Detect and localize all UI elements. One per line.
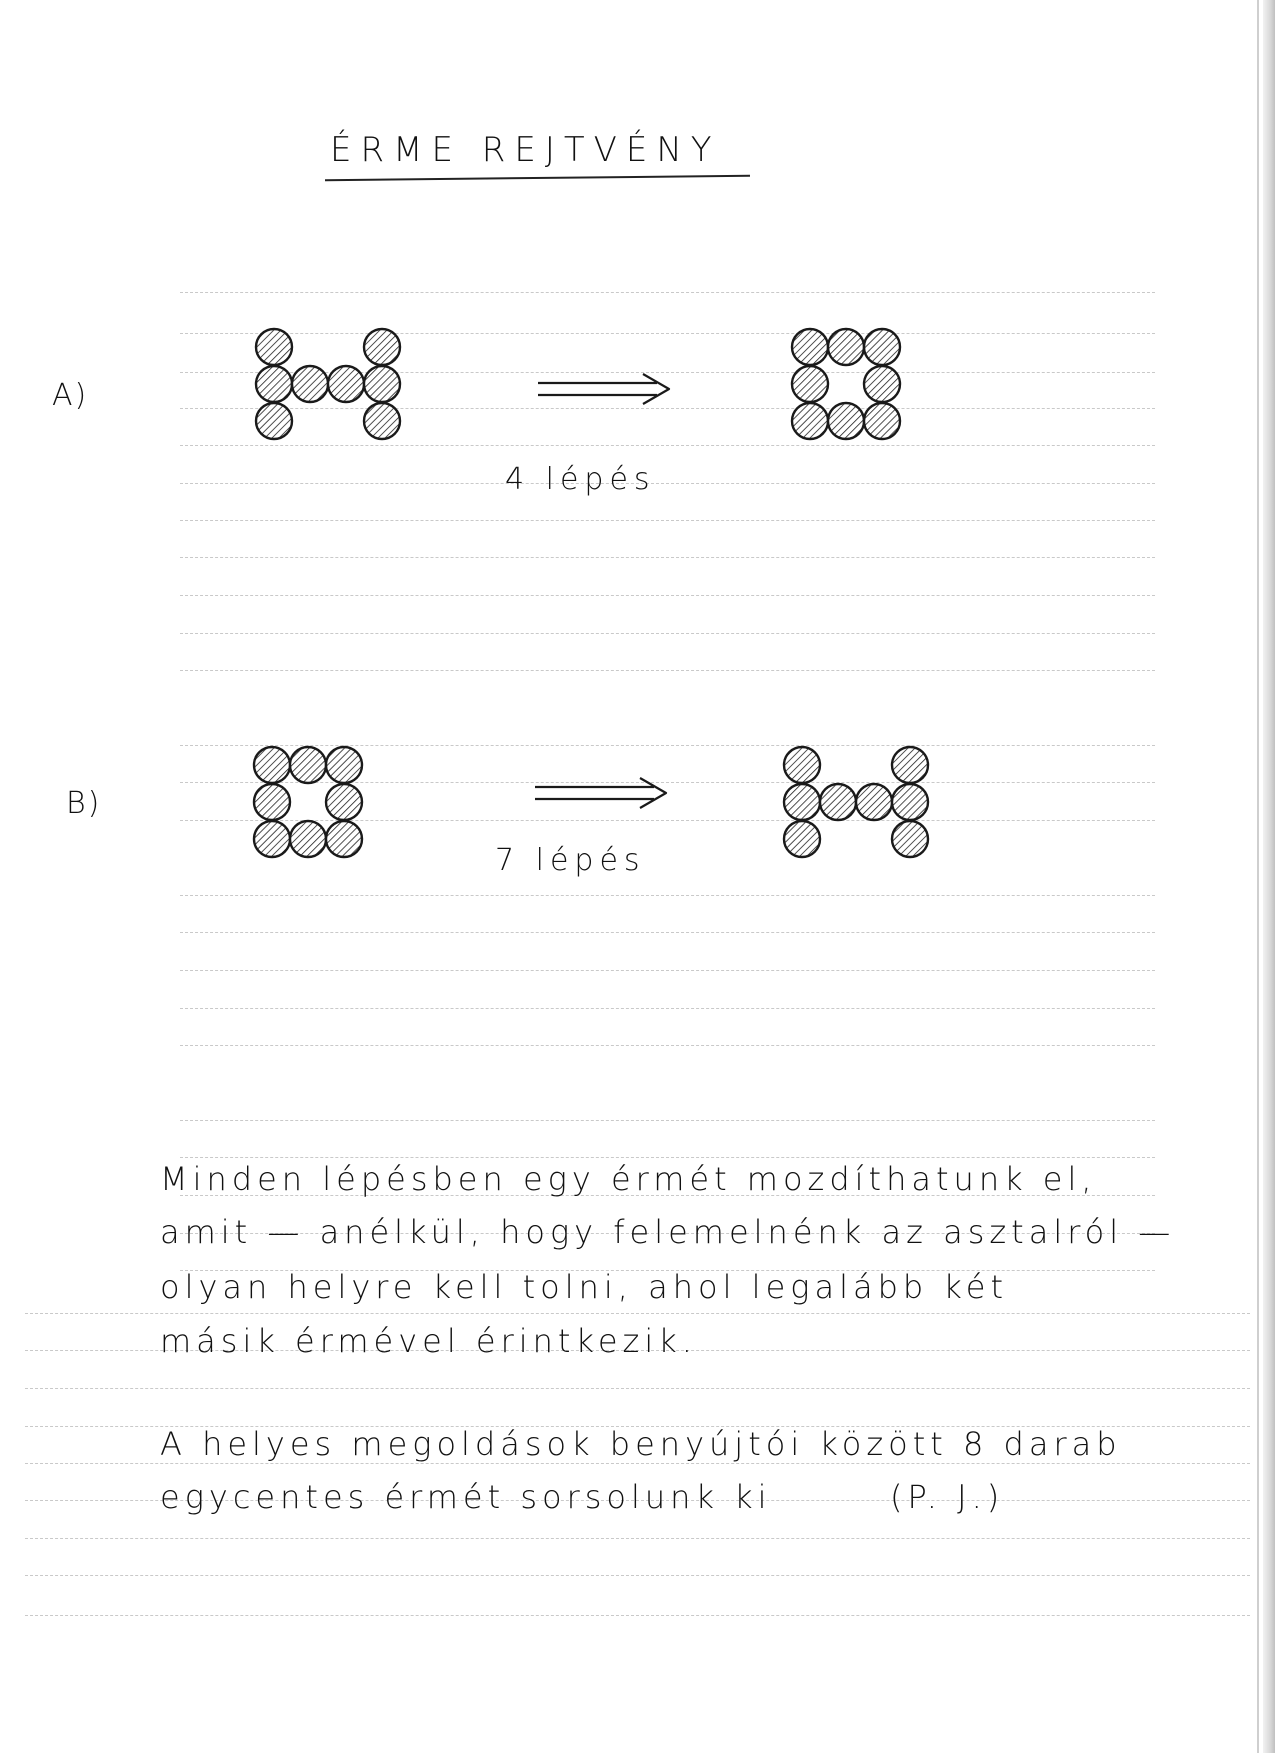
coin [292, 366, 328, 402]
ruled-line [180, 557, 1155, 558]
coin [364, 329, 400, 365]
coin [364, 403, 400, 439]
ruled-line [25, 1615, 1250, 1616]
ruled-line [180, 970, 1155, 971]
coin [326, 821, 362, 857]
coin [892, 747, 928, 783]
coin [864, 366, 900, 402]
page-edge-line [1257, 0, 1259, 1753]
page-title: ÉRME REJTVÉNY [330, 130, 721, 170]
coin [856, 784, 892, 820]
ruled-line [180, 445, 1155, 446]
ruled-line [25, 1388, 1250, 1389]
puzzle-a-start-coins [250, 325, 410, 445]
ruled-line [180, 670, 1155, 671]
coin [290, 821, 326, 857]
ruled-line [180, 932, 1155, 933]
ruled-line [25, 1538, 1250, 1539]
ruled-line [180, 595, 1155, 596]
puzzle-a-arrow-icon [535, 372, 675, 406]
ruled-line [180, 1157, 1155, 1158]
coin [792, 329, 828, 365]
coin [784, 747, 820, 783]
coin [892, 821, 928, 857]
ruled-line [25, 1463, 1250, 1464]
coin [784, 821, 820, 857]
rules-line: Minden lépésben egy érmét mozdíthatunk el, [160, 1160, 1097, 1198]
coin [820, 784, 856, 820]
ruled-line [180, 292, 1155, 293]
coin [256, 329, 292, 365]
coin [254, 784, 290, 820]
coin [864, 403, 900, 439]
prize-line: A helyes megoldások benyújtói között 8 darab [160, 1425, 1122, 1463]
coin [364, 366, 400, 402]
rules-line: olyan helyre kell tolni, ahol legalább két [160, 1268, 1008, 1306]
coin [326, 784, 362, 820]
page-edge-shadow [1263, 0, 1275, 1753]
puzzle-a-moves: 4 lépés [505, 462, 656, 497]
coin [864, 329, 900, 365]
coin [254, 821, 290, 857]
ruled-line [25, 1575, 1250, 1576]
ruled-line [180, 1045, 1155, 1046]
title-underline [325, 175, 750, 181]
ruled-line [180, 633, 1155, 634]
prize-line: egycentes érmét sorsolunk ki [160, 1478, 772, 1516]
ruled-line [25, 1313, 1250, 1314]
puzzle-b-moves: 7 lépés [495, 843, 646, 878]
coin [828, 329, 864, 365]
coin [784, 784, 820, 820]
rules-line: amit — anélkül, hogy felemelnénk az asztalról — [160, 1213, 1176, 1251]
coin [326, 747, 362, 783]
puzzle-b-arrow-icon [532, 776, 672, 810]
puzzle-b-label: B) [66, 786, 102, 821]
puzzle-a-label: A) [52, 378, 89, 413]
ruled-line [180, 1120, 1155, 1121]
coin [254, 747, 290, 783]
puzzle-b-start-coins [250, 743, 375, 863]
puzzle-a-target-coins [788, 325, 913, 445]
author-initials: (P. J.) [890, 1478, 1005, 1516]
rules-line: másik érmével érintkezik. [160, 1322, 697, 1360]
coin [256, 403, 292, 439]
ruled-line [180, 895, 1155, 896]
coin [290, 747, 326, 783]
coin [792, 403, 828, 439]
ruled-line [180, 1008, 1155, 1009]
coin [256, 366, 292, 402]
ruled-line [180, 520, 1155, 521]
puzzle-b-target-coins [778, 743, 938, 863]
coin [328, 366, 364, 402]
coin [792, 366, 828, 402]
coin [892, 784, 928, 820]
coin [828, 403, 864, 439]
ruled-line [180, 483, 1155, 484]
